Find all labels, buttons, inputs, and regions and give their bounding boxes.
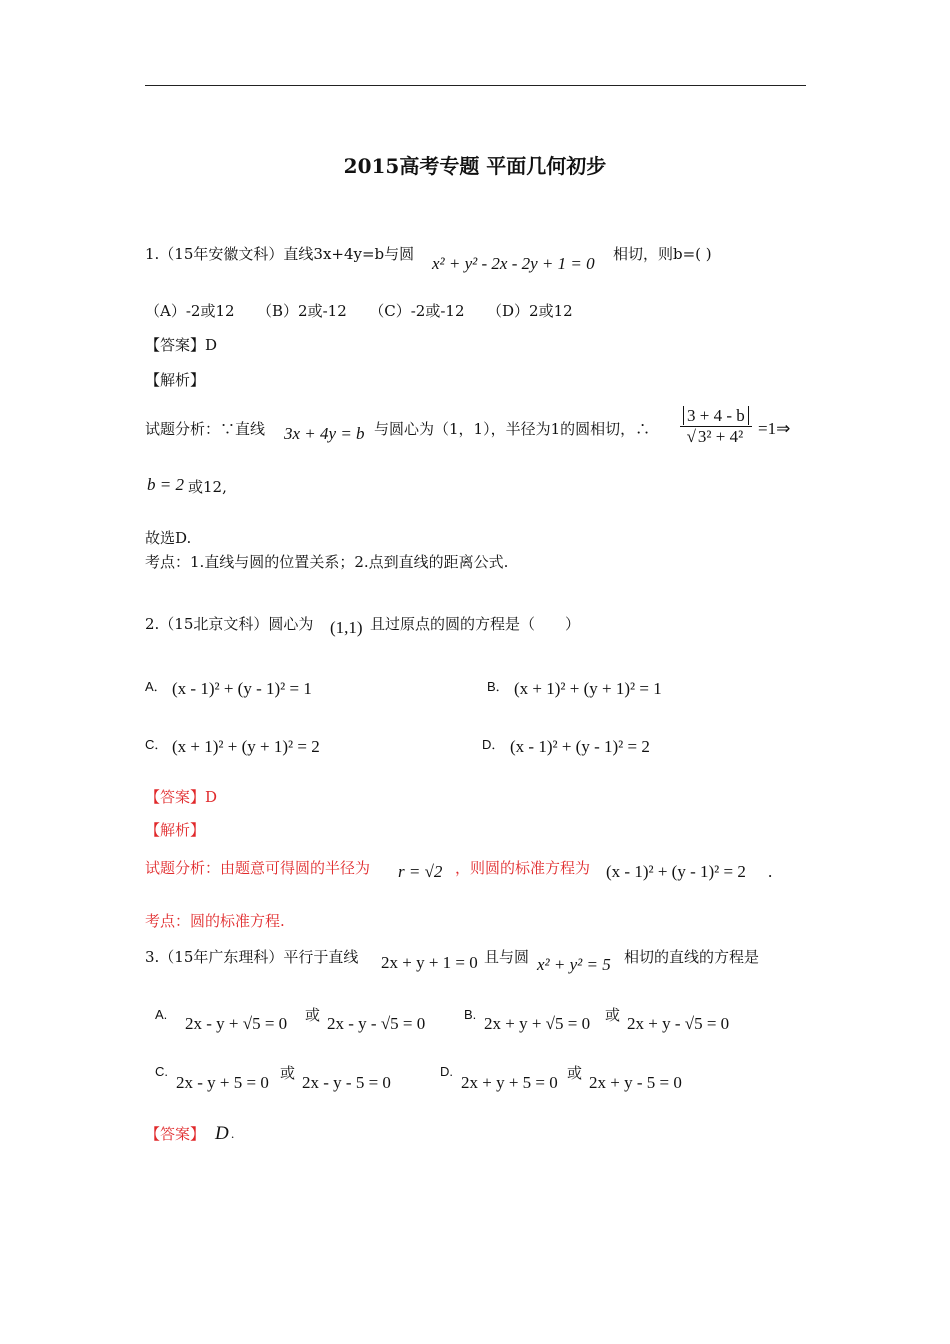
q2-option-c-label: C． <box>145 737 168 752</box>
q3-option-b-2: 2x + y - √5 = 0 <box>627 1014 730 1033</box>
q3-answer-post: . <box>231 1126 235 1141</box>
q2-option-a: (x - 1)² + (y - 1)² = 1 <box>172 679 312 698</box>
q2-option-a-label: A． <box>145 679 167 694</box>
q2-analysis-mid: ，则圆的标准方程为 <box>455 859 591 877</box>
q2-stem-pre: 2.（15北京文科）圆心为 <box>145 615 314 633</box>
q3-option-d-2: 2x + y - 5 = 0 <box>589 1073 682 1092</box>
page-title: 2015高考专题 平面几何初步 <box>343 154 607 178</box>
q3-option-a-or: 或 <box>305 1006 321 1024</box>
q3-answer-label: 【答案】 <box>145 1125 206 1143</box>
q3-option-d-or: 或 <box>567 1064 583 1082</box>
q1-result-post: 或12, <box>188 478 227 496</box>
q1-line-equation: 3x + 4y = b <box>284 424 365 443</box>
q2-analysis-pre: 试题分析：由题意可得圆的半径为 <box>145 859 371 877</box>
q2-points: 考点：圆的标准方程. <box>145 912 285 930</box>
q3-option-c-label: C. <box>155 1064 168 1079</box>
q1-circle-equation: x² + y² - 2x - 2y + 1 = 0 <box>432 254 595 273</box>
q3-option-c-2: 2x - y - 5 = 0 <box>302 1073 391 1092</box>
q1-stem <box>145 243 414 264</box>
q1-stem-pre: 1.（15年安徽文科）直线3x+4y=b与圆 <box>145 245 415 263</box>
q2-option-c: (x + 1)² + (y + 1)² = 2 <box>172 737 320 756</box>
q2-stem-post: 且过原点的圆的方程是（ ） <box>370 615 581 633</box>
q3-stem-post: 相切的直线的方程是 <box>624 948 760 966</box>
q3-option-a-label: A. <box>155 1007 168 1022</box>
header-rule <box>145 85 806 86</box>
q1-result: b = 2 <box>147 475 184 494</box>
q1-analysis-mid: 与圆心为（1，1），半径为1的圆相切，∴ <box>374 420 651 438</box>
q3-option-d-label: D. <box>440 1064 453 1079</box>
q2-radius: r = √2 <box>398 862 443 881</box>
q1-conclusion: 故选D. <box>145 529 192 547</box>
q1-frac-denominator: 3² + 4² <box>697 427 744 446</box>
q1-analysis-label: 【解析】 <box>145 371 206 389</box>
q2-option-b-label: B． <box>487 679 509 694</box>
q2-answer: 【答案】D <box>145 788 218 806</box>
q2-option-d-label: D． <box>482 737 505 752</box>
q3-option-a-2: 2x - y - √5 = 0 <box>327 1014 426 1033</box>
q1-frac-rhs: =1⇒ <box>758 419 791 438</box>
q2-analysis-label: 【解析】 <box>145 821 206 839</box>
q1-points: 考点：1.直线与圆的位置关系；2.点到直线的距离公式. <box>145 553 509 571</box>
q3-option-b-label: B. <box>464 1007 477 1022</box>
q3-option-c-1: 2x - y + 5 = 0 <box>176 1073 269 1092</box>
q1-answer: 【答案】D <box>145 336 218 354</box>
q1-frac-numerator: 3 + 4 - b <box>683 406 749 425</box>
q3-option-b-or: 或 <box>605 1006 621 1024</box>
q2-standard-equation: (x - 1)² + (y - 1)² = 2 <box>606 862 746 881</box>
q1-analysis-pre: 试题分析：∵直线 <box>145 420 266 438</box>
q3-option-a-1: 2x - y + √5 = 0 <box>185 1014 288 1033</box>
q3-circle-equation: x² + y² = 5 <box>537 955 611 974</box>
q3-line-equation: 2x + y + 1 = 0 <box>381 953 478 972</box>
q3-option-c-or: 或 <box>280 1064 296 1082</box>
q1-options: （A）-2或12 （B）2或-12 （C）-2或-12 （D）2或12 <box>145 302 573 320</box>
q3-option-d-1: 2x + y + 5 = 0 <box>461 1073 558 1092</box>
q3-stem-pre: 3.（15年广东理科）平行于直线 <box>145 948 359 966</box>
q2-center: (1,1) <box>330 618 363 637</box>
q3-option-b-1: 2x + y + √5 = 0 <box>484 1014 591 1033</box>
q1-distance-fraction: $\frac{3 + 4 - b}{\text{√ 3² + 4²}}$ <box>680 406 752 447</box>
q1-stem-post: 相切，则b=( ) <box>613 245 712 263</box>
q2-option-d: (x - 1)² + (y - 1)² = 2 <box>510 737 650 756</box>
q2-analysis-post: . <box>768 862 773 881</box>
q2-option-b: (x + 1)² + (y + 1)² = 1 <box>514 679 662 698</box>
q3-answer-value: D <box>215 1123 229 1144</box>
q3-stem-mid: 且与圆 <box>484 948 530 966</box>
